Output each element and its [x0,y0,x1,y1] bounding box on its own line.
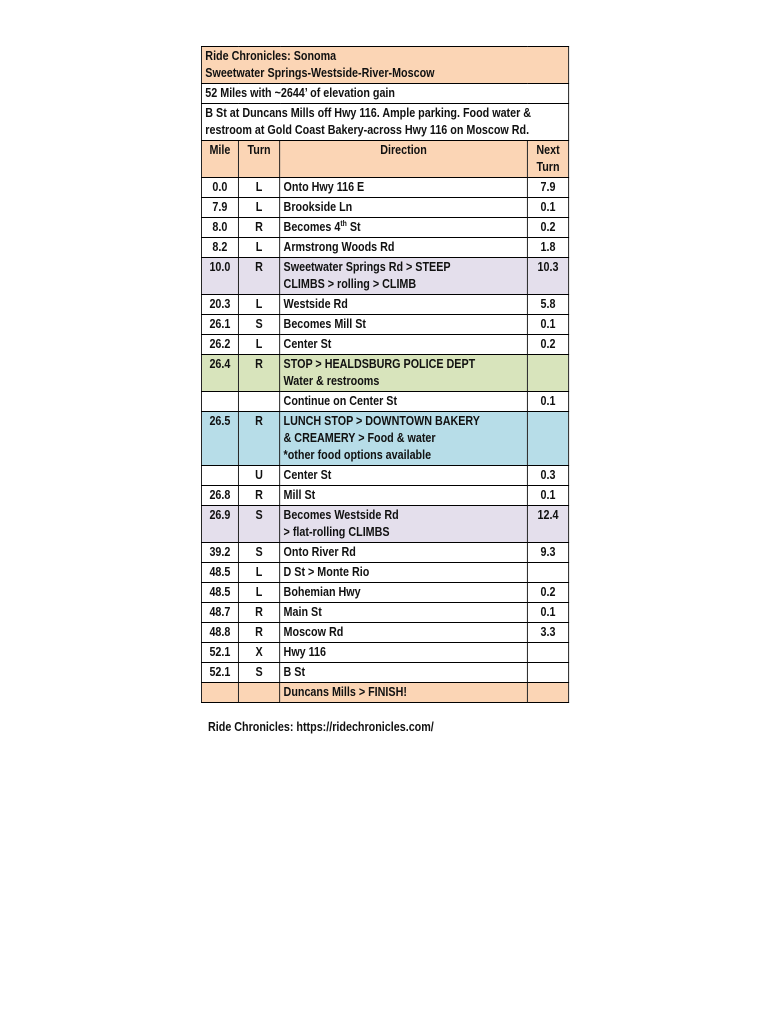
direction-text: St [346,220,361,234]
direction-cell [280,218,528,238]
ordinal-suffix: th [340,219,347,228]
title-row [201,47,568,84]
next-turn-cell: 0.1 [527,315,568,335]
turn-cell: R [238,623,279,643]
table-row-climb [201,506,568,543]
turn-cell: L [238,238,279,258]
mile-cell: 48.5 [201,583,238,603]
next-turn-cell [527,643,568,663]
turn-cell: R [238,355,279,392]
turn-cell: S [238,315,279,335]
turn-cell [238,392,279,412]
direction-text: Becomes 4 [283,220,341,234]
table-row [201,238,568,258]
col-header-mile: Mile [201,141,238,178]
col-header-turn: Turn [238,141,279,178]
table-row [201,583,568,603]
mile-cell: 52.1 [201,643,238,663]
ride-title-line2: Sweetwater Springs-Westside-River-Moscow [205,66,435,80]
mile-cell: 26.1 [201,315,238,335]
next-turn-cell: 0.2 [527,218,568,238]
next-turn-cell: 3.3 [527,623,568,643]
next-turn-cell: 12.4 [527,506,568,543]
mile-cell: 39.2 [201,543,238,563]
turn-cell: L [238,563,279,583]
next-turn-cell: 1.8 [527,238,568,258]
col-header-direction: Direction [280,141,528,178]
table-row [201,392,568,412]
table-row [201,295,568,315]
mile-cell: 26.9 [201,506,238,543]
mile-cell [201,392,238,412]
turn-cell: R [238,258,279,295]
table-row [201,466,568,486]
turn-cell: R [238,412,279,466]
direction-cell: Center St [280,466,528,486]
cue-sheet-table [201,46,569,703]
footer-credit: Ride Chronicles: https://ridechronicles.com/ [208,720,434,734]
next-turn-cell: 0.2 [527,335,568,355]
next-turn-cell: 0.3 [527,466,568,486]
next-turn-cell: 10.3 [527,258,568,295]
direction-cell [280,355,528,392]
direction-line: Becomes Westside Rd [283,508,399,522]
mile-cell: 52.1 [201,663,238,683]
table-row [201,643,568,663]
table-row-climb [201,258,568,295]
direction-line: Sweetwater Springs Rd > STEEP [283,260,451,274]
direction-cell: Moscow Rd [280,623,528,643]
direction-cell: Hwy 116 [280,643,528,663]
mile-cell: 26.4 [201,355,238,392]
mile-cell [201,466,238,486]
next-turn-cell: 0.2 [527,583,568,603]
direction-line: > flat-rolling CLIMBS [283,525,390,539]
mile-cell: 0.0 [201,178,238,198]
direction-cell [280,506,528,543]
mile-cell: 7.9 [201,198,238,218]
table-row [201,198,568,218]
table-row [201,663,568,683]
direction-cell: Onto River Rd [280,543,528,563]
table-row [201,486,568,506]
next-turn-cell: 7.9 [527,178,568,198]
direction-cell [280,258,528,295]
column-header-row [201,141,568,178]
mile-cell: 20.3 [201,295,238,315]
ride-title [201,47,568,84]
direction-line: *other food options available [283,448,432,462]
table-row-finish [201,683,568,703]
direction-cell: Main St [280,603,528,623]
table-row-lunch [201,412,568,466]
col-header-next-turn: Next Turn [527,141,568,178]
direction-cell: Armstrong Woods Rd [280,238,528,258]
turn-cell: S [238,663,279,683]
table-row [201,603,568,623]
mile-cell: 26.2 [201,335,238,355]
direction-cell: Brookside Ln [280,198,528,218]
turn-cell: X [238,643,279,663]
turn-cell: R [238,486,279,506]
mile-cell: 8.2 [201,238,238,258]
mile-cell: 48.5 [201,563,238,583]
turn-cell: S [238,506,279,543]
direction-cell: Onto Hwy 116 E [280,178,528,198]
next-turn-cell [527,355,568,392]
next-turn-cell: 5.8 [527,295,568,315]
turn-cell: U [238,466,279,486]
start-info-row [201,104,568,141]
table-row [201,315,568,335]
table-row [201,335,568,355]
mile-cell: 26.5 [201,412,238,466]
direction-cell: Continue on Center St [280,392,528,412]
mile-cell: 48.8 [201,623,238,643]
table-row [201,563,568,583]
turn-cell: L [238,335,279,355]
next-turn-cell: 0.1 [527,486,568,506]
turn-cell: L [238,198,279,218]
next-turn-cell [527,412,568,466]
direction-cell: Center St [280,335,528,355]
next-turn-cell: 0.1 [527,198,568,218]
direction-line: CLIMBS > rolling > CLIMB [283,277,417,291]
turn-cell: L [238,583,279,603]
turn-cell: R [238,218,279,238]
mile-cell: 48.7 [201,603,238,623]
direction-cell: Mill St [280,486,528,506]
next-turn-cell [527,663,568,683]
direction-line: LUNCH STOP > DOWNTOWN BAKERY [283,414,480,428]
next-turn-cell [527,563,568,583]
start-info: B St at Duncans Mills off Hwy 116. Ample parking. Food water & restroom at Gold Coast Bakery-across Hwy 116 on Moscow Rd. [201,104,568,141]
next-turn-cell: 0.1 [527,603,568,623]
turn-cell: L [238,178,279,198]
direction-cell: Westside Rd [280,295,528,315]
turn-cell: R [238,603,279,623]
mile-cell [201,683,238,703]
next-turn-cell: 0.1 [527,392,568,412]
summary-row [201,84,568,104]
direction-cell: B St [280,663,528,683]
direction-cell: Becomes Mill St [280,315,528,335]
direction-line: & CREAMERY > Food & water [283,431,436,445]
table-row [201,218,568,238]
ride-summary: 52 Miles with ~2644’ of elevation gain [201,84,568,104]
mile-cell: 10.0 [201,258,238,295]
next-turn-cell: 9.3 [527,543,568,563]
turn-cell [238,683,279,703]
table-row [201,543,568,563]
direction-line: Water & restrooms [283,374,380,388]
turn-cell: S [238,543,279,563]
direction-cell [280,412,528,466]
mile-cell: 8.0 [201,218,238,238]
table-row [201,178,568,198]
mile-cell: 26.8 [201,486,238,506]
table-row-stop [201,355,568,392]
turn-cell: L [238,295,279,315]
direction-cell: Bohemian Hwy [280,583,528,603]
direction-cell: Duncans Mills > FINISH! [280,683,528,703]
next-turn-cell [527,683,568,703]
direction-cell: D St > Monte Rio [280,563,528,583]
ride-title-line1: Ride Chronicles: Sonoma [205,49,337,63]
direction-line: STOP > HEALDSBURG POLICE DEPT [283,357,476,371]
table-row [201,623,568,643]
